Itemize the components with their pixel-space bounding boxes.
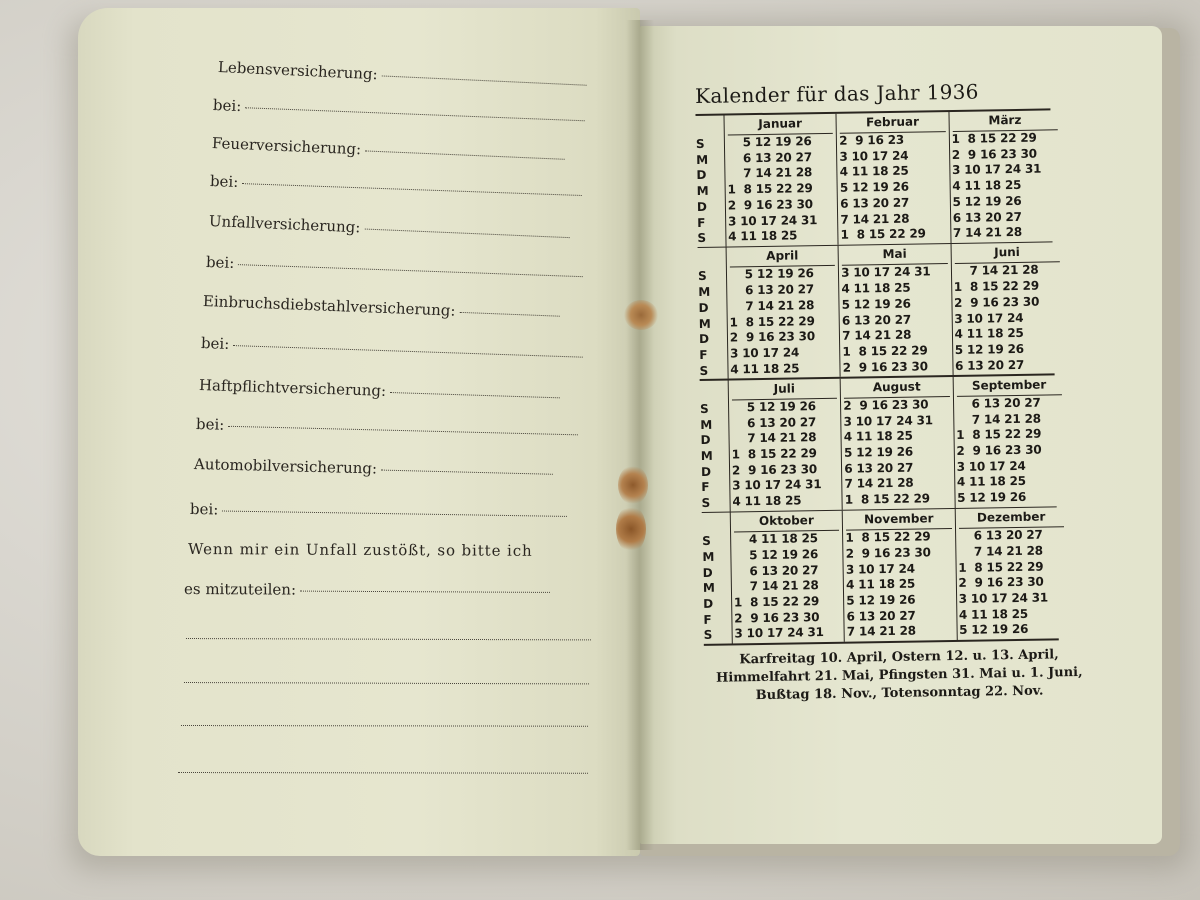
dotted-fill-line	[365, 149, 565, 159]
week-row: 1 8 15 22 29	[956, 426, 1042, 443]
form-label: bei:	[212, 96, 242, 116]
calendar-quarter	[700, 375, 1067, 512]
form-label: Feuerversicherung:	[211, 134, 362, 159]
week-row: 4 11 18 25	[839, 164, 909, 180]
dotted-fill-line	[184, 681, 589, 684]
week-row: 7 14 21 28	[844, 475, 914, 492]
weekday-letter: M	[696, 183, 709, 199]
week-row: 3 10 17 24 31	[841, 264, 931, 281]
weekday-letter: D	[696, 199, 708, 214]
week-row: 3 10 17 24 31	[732, 477, 822, 493]
form-label: bei:	[189, 500, 219, 519]
weekday-letter: S	[697, 269, 707, 284]
weekday-letter: S	[701, 495, 711, 511]
weekday-letter: S	[695, 136, 705, 151]
weekday-letter: S	[703, 628, 713, 643]
dotted-fill-line	[181, 724, 588, 727]
month-block	[954, 507, 1068, 640]
month-block	[950, 243, 1064, 376]
weekday-letter: F	[701, 480, 710, 495]
week-row: 2 9 16 23 30	[843, 397, 929, 413]
week-row: 5 12 19 26	[726, 134, 812, 150]
weekday-letter: D	[703, 596, 714, 612]
week-row: 7 14 21 28	[955, 411, 1041, 427]
week-row: 1 8 15 22 29	[951, 130, 1037, 146]
week-row: 5 12 19 26	[733, 547, 819, 563]
weekday-letter: S	[699, 363, 709, 378]
week-row: 3 10 17 24 31	[843, 412, 933, 429]
form-label: Wenn mir ein Unfall zustößt, so bitte ich	[187, 540, 533, 560]
weekday-letter: M	[700, 448, 713, 463]
week-row: 6 13 20 27	[957, 527, 1043, 544]
form-line	[213, 96, 586, 128]
week-row: 6 13 20 27	[954, 357, 1025, 373]
month-block	[952, 375, 1066, 508]
week-row: 4 11 18 25	[728, 228, 798, 244]
calendar-quarter	[696, 110, 1063, 247]
form-label: bei:	[200, 334, 230, 353]
week-row: 6 13 20 27	[731, 414, 817, 431]
dotted-fill-line	[233, 344, 583, 358]
dotted-fill-line	[228, 425, 578, 436]
week-row: 1 8 15 22 29	[958, 559, 1044, 575]
weekday-letter: D	[698, 332, 710, 347]
form-line	[212, 134, 566, 167]
week-row: 4 11 18 25	[730, 361, 800, 377]
calendar-1936	[695, 78, 1083, 705]
week-row: 2 9 16 23 30	[729, 329, 816, 345]
form-label: Einbruchsdiebstahlversicherung:	[202, 292, 456, 320]
week-row: 1 8 15 22 29	[840, 226, 926, 242]
week-row: 7 14 21 28	[729, 297, 815, 314]
week-row: 5 12 19 26	[846, 592, 916, 608]
week-row: 2 9 16 23	[839, 132, 905, 148]
month-name: Juni	[954, 243, 1060, 265]
weekday-letter: D	[700, 433, 711, 448]
week-row: 3 10 17 24	[839, 148, 909, 164]
week-row: 6 13 20 27	[733, 562, 819, 579]
week-row: 2 9 16 23 30	[731, 461, 818, 478]
dotted-fill-line	[300, 590, 550, 593]
week-row: 2 9 16 23 30	[953, 294, 1040, 310]
form-line	[190, 500, 568, 524]
weekday-column	[696, 116, 726, 247]
week-row: 5 12 19 26	[952, 193, 1022, 209]
month-block	[723, 114, 837, 247]
week-row: 7 14 21 28	[846, 624, 916, 640]
week-row: 2 9 16 23 30	[734, 609, 820, 626]
week-row: 2 9 16 23 30	[842, 359, 928, 375]
weekday-column	[702, 513, 732, 644]
month-name: April	[729, 246, 835, 268]
week-row: 4 11 18 25	[841, 280, 911, 296]
week-row: 2 9 16 23 30	[958, 574, 1044, 591]
month-name: Februar	[840, 112, 946, 134]
weekday-letter: D	[700, 464, 712, 479]
week-row: 3 10 17 24	[845, 561, 915, 577]
week-row: 7 14 21 28	[727, 165, 813, 181]
week-row: 7 14 21 28	[733, 578, 819, 594]
week-row: 4 11 18 25	[732, 531, 819, 547]
calendar-quarter	[698, 243, 1065, 380]
form-line	[184, 580, 550, 600]
form-label: Unfallversicherung:	[208, 212, 361, 237]
form-line	[188, 540, 533, 560]
month-name: Mai	[842, 244, 948, 266]
week-row: 6 13 20 27	[952, 209, 1022, 225]
week-row: 1 8 15 22 29	[844, 491, 930, 507]
weekday-letter: D	[696, 168, 707, 183]
form-line	[203, 292, 560, 324]
week-row: 5 12 19 26	[954, 341, 1024, 357]
week-row: 1 8 15 22 29	[727, 181, 813, 197]
calendar-quarter	[702, 507, 1069, 644]
month-block	[838, 244, 952, 377]
week-row: 7 14 21 28	[842, 327, 912, 343]
week-row: 6 13 20 27	[841, 312, 912, 328]
week-row: 5 12 19 26	[730, 398, 816, 415]
form-label: bei:	[195, 415, 225, 434]
weekday-letter: D	[702, 565, 713, 580]
week-row: 3 10 17 24 31	[958, 590, 1049, 606]
week-row: 1 8 15 22 29	[733, 594, 820, 610]
weekday-column	[698, 248, 728, 379]
weekday-letter: F	[703, 612, 712, 627]
form-line	[210, 172, 583, 203]
week-row: 6 13 20 27	[726, 149, 813, 166]
week-row: 6 13 20 27	[728, 282, 815, 298]
month-block	[840, 377, 954, 510]
form-label: bei:	[205, 253, 235, 272]
month-block	[728, 379, 842, 512]
dotted-fill-line	[238, 263, 583, 277]
week-row: 4 11 18 25	[958, 606, 1029, 622]
weekday-letter: M	[696, 152, 709, 167]
week-row: 2 9 16 23 30	[956, 442, 1042, 458]
week-row: 6 13 20 27	[844, 460, 914, 476]
week-row: 4 11 18 25	[956, 474, 1026, 490]
month-block	[948, 110, 1062, 243]
month-name: März	[952, 110, 1058, 132]
week-row: 2 9 16 23 30	[951, 146, 1037, 162]
month-name: Juli	[732, 379, 838, 401]
dotted-fill-line	[459, 311, 559, 317]
month-name: November	[846, 509, 952, 531]
month-block	[725, 246, 839, 379]
dotted-fill-line	[382, 74, 587, 85]
week-row: 5 12 19 26	[728, 266, 814, 282]
weekday-letter: M	[702, 549, 715, 564]
weekday-letter: F	[699, 347, 708, 362]
form-line	[218, 58, 587, 93]
weekday-letter: D	[698, 300, 709, 315]
calendar-grid	[696, 110, 1069, 645]
week-row: 7 14 21 28	[957, 543, 1044, 559]
form-label: Haftpflichtversicherung:	[198, 376, 387, 400]
form-line	[209, 212, 570, 245]
month-name: Dezember	[958, 508, 1064, 530]
blank-line	[180, 672, 589, 691]
dotted-fill-line	[186, 637, 591, 640]
form-label: es mitzuteilen:	[183, 580, 297, 599]
week-row: 1 8 15 22 29	[731, 446, 817, 462]
dotted-fill-line	[242, 182, 582, 196]
week-row: 7 14 21 28	[953, 263, 1039, 279]
blank-line	[182, 628, 591, 647]
form-line	[206, 253, 584, 284]
dotted-fill-line	[364, 228, 569, 239]
dotted-fill-line	[390, 391, 560, 398]
week-row: 5 12 19 26	[957, 489, 1027, 505]
week-row: 7 14 21 28	[731, 430, 817, 446]
form-line	[196, 415, 579, 442]
blank-line	[177, 715, 588, 734]
dotted-fill-line	[222, 510, 567, 517]
dotted-fill-line	[178, 771, 588, 774]
form-label: bei:	[209, 172, 239, 191]
weekday-letter: M	[698, 284, 711, 300]
form-line	[199, 376, 561, 405]
weekday-letter: M	[700, 417, 713, 432]
month-block	[836, 112, 950, 245]
week-row: 4 11 18 25	[846, 576, 916, 593]
week-row: 1 8 15 22 29	[845, 529, 931, 545]
week-row: 5 12 19 26	[843, 444, 914, 460]
month-name: August	[844, 377, 950, 399]
month-block	[842, 509, 956, 642]
week-row: 4 11 18 25	[843, 428, 913, 444]
weekday-letter: M	[702, 581, 715, 596]
month-name: Oktober	[734, 511, 840, 533]
week-row: 6 13 20 27	[840, 195, 910, 211]
week-row: 2 9 16 23 30	[845, 545, 931, 561]
month-block	[730, 511, 844, 644]
week-row: 3 10 17 24	[956, 458, 1026, 474]
weekday-letter: S	[702, 534, 711, 549]
week-row: 3 10 17 24 31	[734, 625, 824, 641]
week-row: 5 12 19 26	[839, 179, 909, 195]
holiday-notes	[704, 645, 1095, 705]
holiday-line: Bußtag 18. Nov., Totensonntag 22. Nov.	[755, 683, 1044, 703]
week-row: 4 11 18 25	[732, 493, 802, 509]
form-line	[201, 334, 584, 365]
week-row: 7 14 21 28	[952, 225, 1023, 241]
form-line	[194, 455, 553, 482]
weekday-letter: M	[698, 316, 711, 331]
week-row: 1 8 15 22 29	[842, 343, 928, 359]
form-label: Automobilversicherung:	[193, 455, 378, 478]
weekday-letter: F	[697, 215, 706, 230]
week-row: 1 8 15 22 29	[729, 313, 815, 330]
week-row: 7 14 21 28	[840, 211, 910, 227]
weekday-column	[700, 380, 730, 511]
dotted-fill-line	[381, 469, 553, 475]
week-row: 5 12 19 26	[959, 622, 1029, 638]
week-row: 5 12 19 26	[841, 296, 911, 312]
month-name: Januar	[727, 114, 833, 136]
month-name: September	[956, 375, 1062, 397]
week-row: 2 9 16 23 30	[727, 196, 813, 213]
week-row: 6 13 20 27	[846, 608, 916, 624]
week-row: 1 8 15 22 29	[953, 278, 1040, 295]
week-row: 6 13 20 27	[955, 395, 1041, 411]
week-row: 3 10 17 24 31	[727, 212, 818, 229]
holiday-line: Himmelfahrt 21. Mai, Pfingsten 31. Mai u. 1. Juni,	[715, 664, 1083, 686]
week-row: 3 10 17 24	[954, 310, 1024, 326]
calendar-title: Kalender für das Jahr 1936	[695, 79, 979, 108]
week-row: 3 10 17 24	[729, 345, 800, 361]
weekday-letter: S	[697, 231, 707, 246]
week-row: 3 10 17 24 31	[951, 161, 1042, 178]
week-row: 4 11 18 25	[952, 177, 1022, 194]
week-row: 4 11 18 25	[954, 326, 1024, 342]
form-label: Lebensversicherung:	[217, 58, 379, 84]
dotted-fill-line	[245, 106, 585, 121]
weekday-letter: S	[699, 401, 709, 416]
blank-line	[174, 762, 588, 781]
holiday-line: Karfreitag 10. April, Ostern 12. u. 13. April,	[739, 647, 1059, 668]
